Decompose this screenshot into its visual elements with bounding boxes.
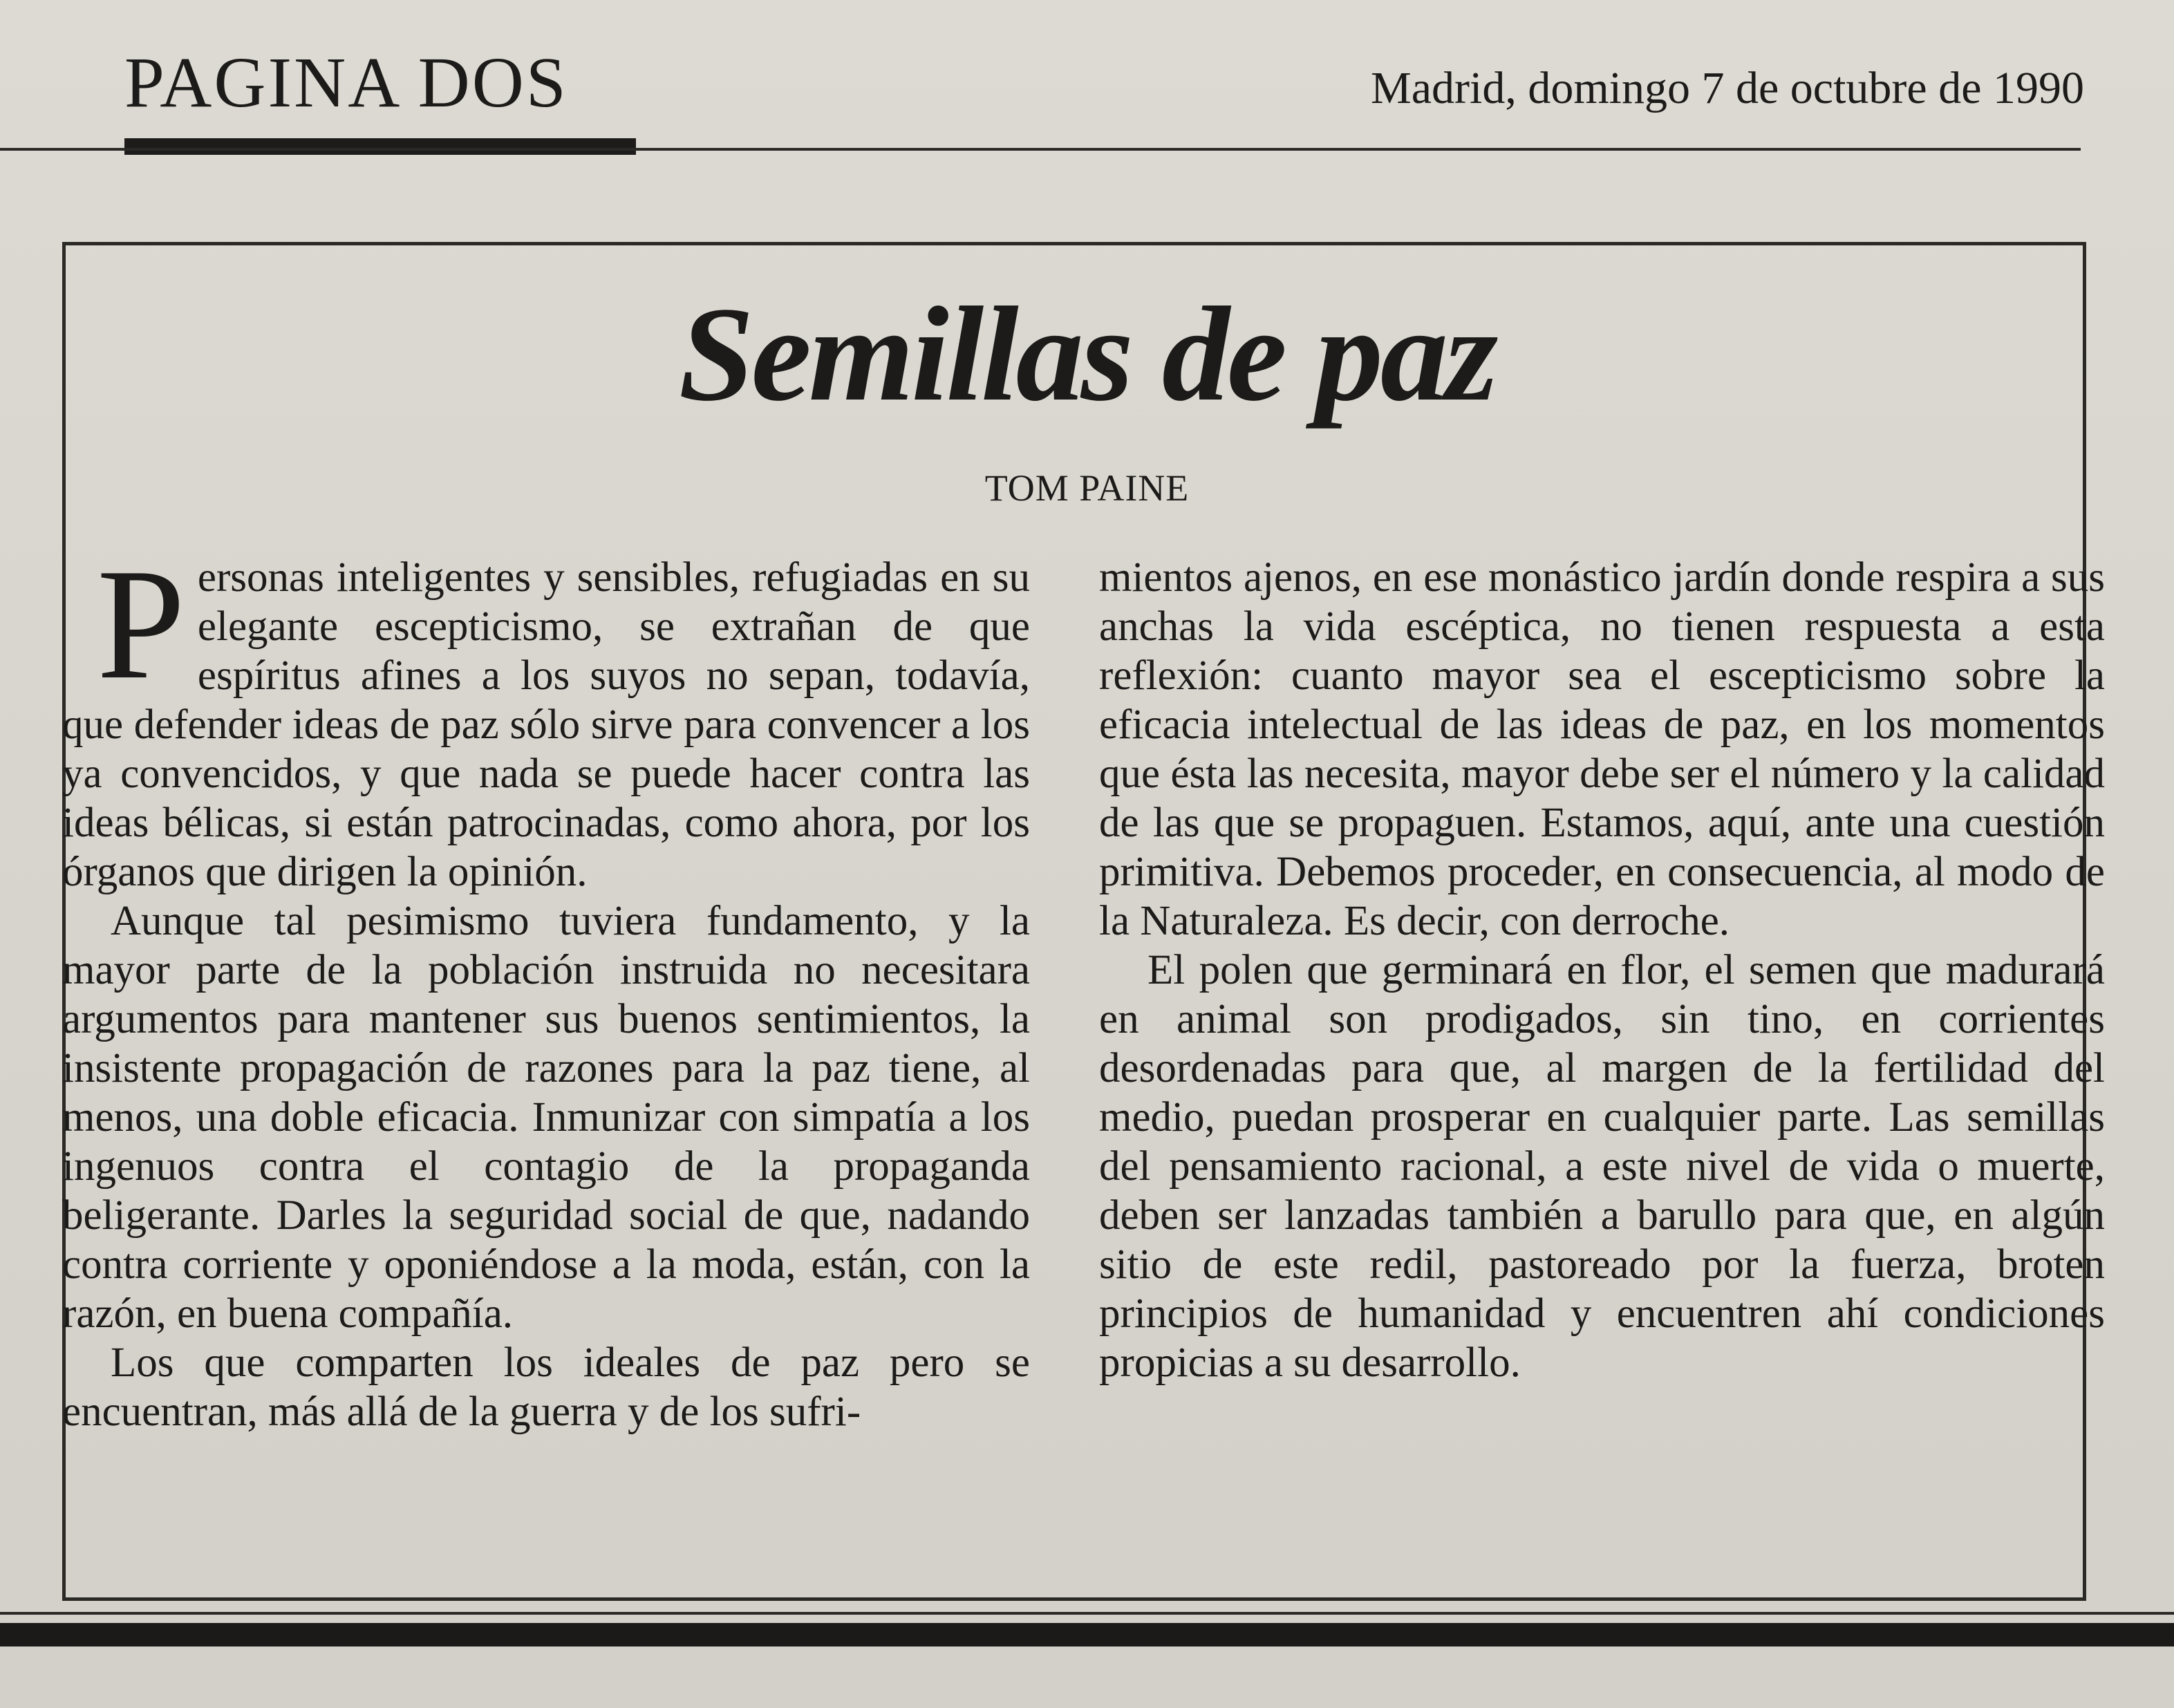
header-rule (0, 148, 2081, 151)
article-byline: TOM PAINE (984, 467, 1190, 509)
paragraph: El polen que germinará en flor, el semen que madurará en animal son prodigados, sin tino, en corrientes desordenadas para que, al margen de la fertilidad del medio, puedan prosperar en cualquier parte. Las semillas del pensamiento racional, a este nivel de vida o muerte, deben ser lanzadas también a barullo para que, en algún sitio de este redil, pastoreado por la fuerza, broten principios de humanidad y encuentren ahí condiciones propicias a su desarrollo. (1099, 947, 2105, 1386)
paragraph: Aunque tal pesimismo tuviera fundamento, y la mayor parte de la población instruida no necesitara argumentos para mantener sus buenos sentimientos, la insistente propagación de razones para la paz tiene, al menos, una doble eficacia. Inmunizar con simpatía a los ingenuos contra el contagio de la propaganda beligerante. Darles la seguridad social de que, nadando contra corriente y oponiéndose a la moda, están, con la razón, en buena compañía. (62, 898, 1030, 1337)
article-headline: Semillas de paz (678, 279, 1496, 429)
paragraph: mientos ajenos, en ese monástico jardín donde respira a sus anchas la vida escéptica, no tienen respuesta a esta reflexión: cuanto mayor sea el escepticismo sobre la eficacia intelectual de las ideas de paz, en los momentos que ésta las necesita, mayor debe ser el número y la calidad de las que se propaguen. Estamos, aquí, ante una cuestión primitiva. Debemos proceder, en consecuencia, al modo de la Naturaleza. Es decir, con derroche. (1099, 554, 2105, 944)
paragraph (62, 536, 1030, 897)
dateline: Madrid, domingo 7 de octubre de 1990 (1371, 63, 2084, 113)
article-column-left (62, 536, 1030, 1436)
footer-rule (0, 1623, 2174, 1646)
drop-cap: P (97, 536, 185, 712)
footer-rule-thin (0, 1612, 2174, 1615)
section-title: PAGINA DOS (124, 43, 568, 122)
section-underline (124, 138, 636, 155)
paragraph-text: ersonas inteligentes y sensibles, refugiadas en su elegante escepticismo, se extrañan de que espíritus afines a los suyos no sepan, todavía, que defender ideas de paz sólo sirve para convencer a los ya convencidos, y que nada se puede hacer contra las ideas bélicas, si están patrocinadas, como ahora, por los órganos que dirigen la opinión. (62, 554, 1030, 895)
article-column-right (1099, 553, 2105, 1387)
paragraph: Los que comparten los ideales de paz pero se encuentran, más allá de la guerra y de los sufri- (62, 1340, 1030, 1435)
